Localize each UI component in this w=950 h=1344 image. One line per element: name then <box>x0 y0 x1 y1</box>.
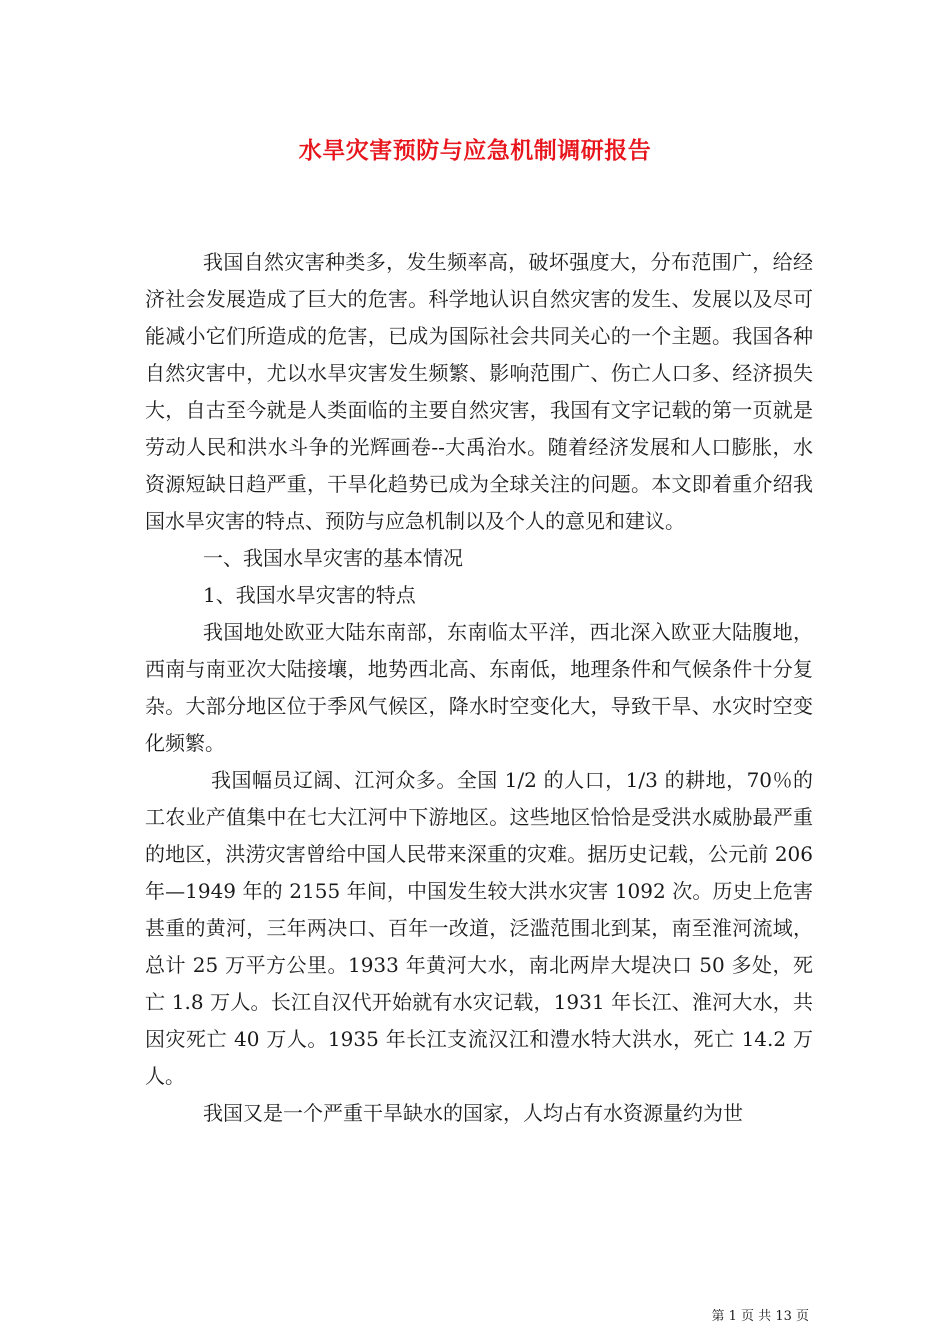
heading-section-1: 一、我国水旱灾害的基本情况 <box>203 546 463 570</box>
page-number-footer: 第 1 页 共 13 页 <box>711 1309 809 1324</box>
paragraph-drought: 我国又是一个严重干旱缺水的国家，人均占有水资源量约为世 <box>203 1101 743 1125</box>
heading-subsection-1: 1、我国水旱灾害的特点 <box>203 583 416 607</box>
document-title: 水旱灾害预防与应急机制调研报告 <box>298 137 652 164</box>
paragraph-intro: 我国自然灾害种类多，发生频率高，破坏强度大，分布范围广，给经济社会发展造成了巨大的危害。科学地认识自然灾害的发生、发展以及尽可能减小它们所造成的危害，已成为国际社会共同关心的一个主题。我国各种自然灾害中，尤以水旱灾害发生频繁、影响范围广、伤亡人口多、经济损失大，自古至今就是人类面临的主要自然灾害，我国有文字记载的第一页就是劳动人民和洪水斗争的光辉画卷--大禹治水。随着经济发展和人口膨胀，水资源短缺日趋严重，干旱化趋势已成为全球关注的问题。本文即着重介绍我国水旱灾害的特点、预防与应急机制以及个人的意见和建议。 <box>145 250 813 533</box>
paragraph-floods: 我国幅员辽阔、江河众多。全国 1/2 的人口，1/3 的耕地，70％的工农业产值集中在七大江河中下游地区。这些地区恰恰是受洪水威胁最严重的地区，洪涝灾害曾给中国人民带来深重的灾难。据历史记载，公元前 206 年—1949 年的 2155 年间，中国发生较大洪水灾害 1092 次。历史上危害甚重的黄河，三年两决口、百年一改道，泛滥范围北到某，南至淮河流域，总计 25 万平方公里。1933 年黄河大水，南北两岸大堤决口 50 多处，死亡 1.8 万人。长江自汉代开始就有水灾记载，1931 年长江、淮河大水，共因灾死亡 40 万人。1935 年长江支流汉江和澧水特大洪水，死亡 14.2 万人。 <box>145 768 813 1088</box>
document-body <box>145 244 813 1132</box>
paragraph-geography: 我国地处欧亚大陆东南部，东南临太平洋，西北深入欧亚大陆腹地，西南与南亚次大陆接壤，地势西北高、东南低，地理条件和气候条件十分复杂。大部分地区位于季风气候区，降水时空变化大，导致干旱、水灾时空变化频繁。 <box>145 620 813 755</box>
